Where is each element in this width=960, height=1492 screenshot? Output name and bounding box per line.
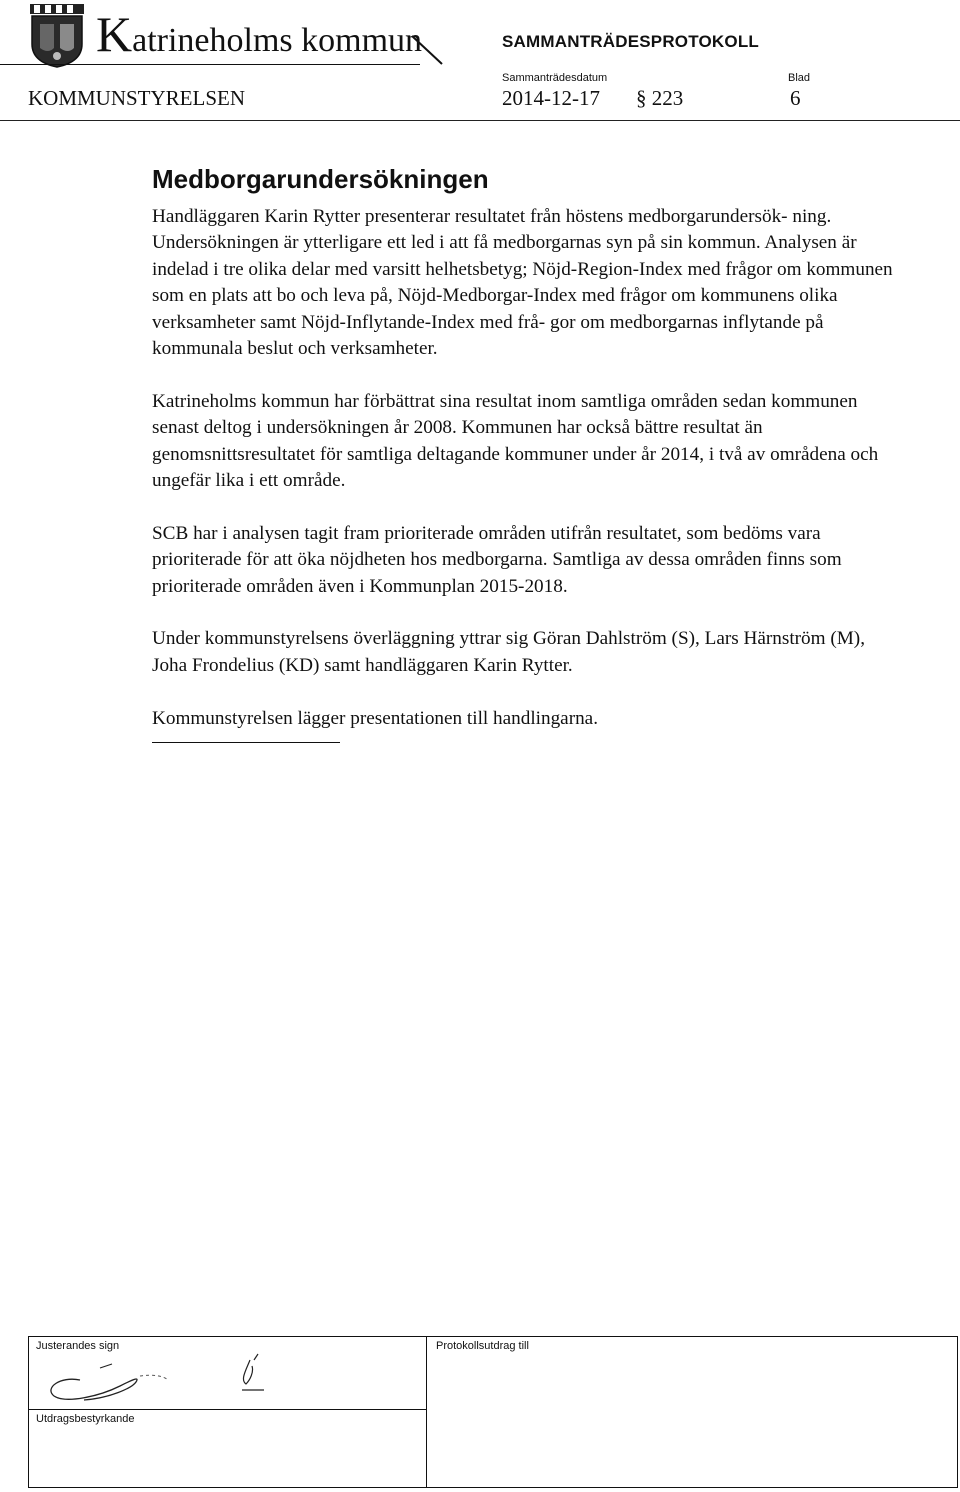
header-rule bbox=[0, 64, 420, 65]
body-paragraph: Katrineholms kommun har förbättrat sina resultat inom samtliga områden sedan kommunen senast deltog i undersökningen år 2008. Kommunen har också bättre resultat än genomsnittsresultatet för samtliga deltagande kommuner under år 2014, i två av områdena och ungefär lika i ett område. bbox=[152, 390, 879, 492]
body-paragraph: Kommunstyrelsen lägger presentationen till handlingarna. bbox=[152, 707, 598, 729]
body-paragraph: Under kommunstyrelsens överläggning yttrar sig Göran Dahlström (S), Lars Härnström (M), Joha Frondelius (KD) samt handläggaren Karin Rytter. bbox=[152, 628, 865, 676]
department-name: KOMMUNSTYRELSEN bbox=[28, 86, 246, 110]
signature-label: Justerandes sign bbox=[36, 1340, 120, 1352]
protocol-extract-label: Protokollsutdrag till bbox=[436, 1340, 529, 1352]
header-divider bbox=[0, 120, 960, 121]
meeting-date: 2014-12-17 bbox=[502, 86, 600, 110]
municipal-crest-icon bbox=[28, 4, 86, 68]
municipality-name bbox=[96, 6, 423, 62]
document-body bbox=[152, 204, 902, 758]
body-paragraph: SCB har i analysen tagit fram prioriterade områden utifrån resultatet, som bedöms vara prioriterade för att öka nöjdheten hos medborgarna. Samtliga av dessa områden finns som prioriterade områden även i Kommunplan 2015-2018. bbox=[152, 522, 842, 597]
page-label: Blad bbox=[788, 72, 811, 84]
date-label: Sammanträdesdatum bbox=[502, 72, 608, 84]
municipality-initial: K bbox=[96, 6, 133, 62]
document-title: Medborgarundersökningen bbox=[152, 164, 489, 194]
municipality-name-rest: atrineholms kommun bbox=[132, 22, 423, 59]
paragraph-number: § 223 bbox=[636, 86, 684, 110]
document-type: SAMMANTRÄDESPROTOKOLL bbox=[502, 32, 759, 51]
handwritten-signature bbox=[40, 1346, 340, 1408]
footer-divider bbox=[426, 1336, 427, 1488]
page-number: 6 bbox=[790, 86, 801, 110]
header-slash-mark bbox=[408, 34, 448, 66]
end-of-section-rule bbox=[152, 742, 340, 743]
footer-mid-rule bbox=[28, 1409, 426, 1410]
body-paragraph: Handläggaren Karin Rytter presenterar resultatet från höstens medborgarundersök- ning. Undersökningen är ytterligare ett led i att få medborgarnas syn på sin kommun. Analysen är indelad i tre olika delar med varsitt helhetsbetyg; Nöjd-Region-Index med frågor om kommunen som en plats att bo och leva på, Nöjd-Medborgar-Index med frågor om kommunens olika verksamheter samt Nöjd-Inflytande-Index med frå- gor om medborgarnas inflytande på kommunala beslut och verksamheter. bbox=[152, 206, 893, 360]
extract-certification-label: Utdragsbestyrkande bbox=[36, 1413, 135, 1425]
